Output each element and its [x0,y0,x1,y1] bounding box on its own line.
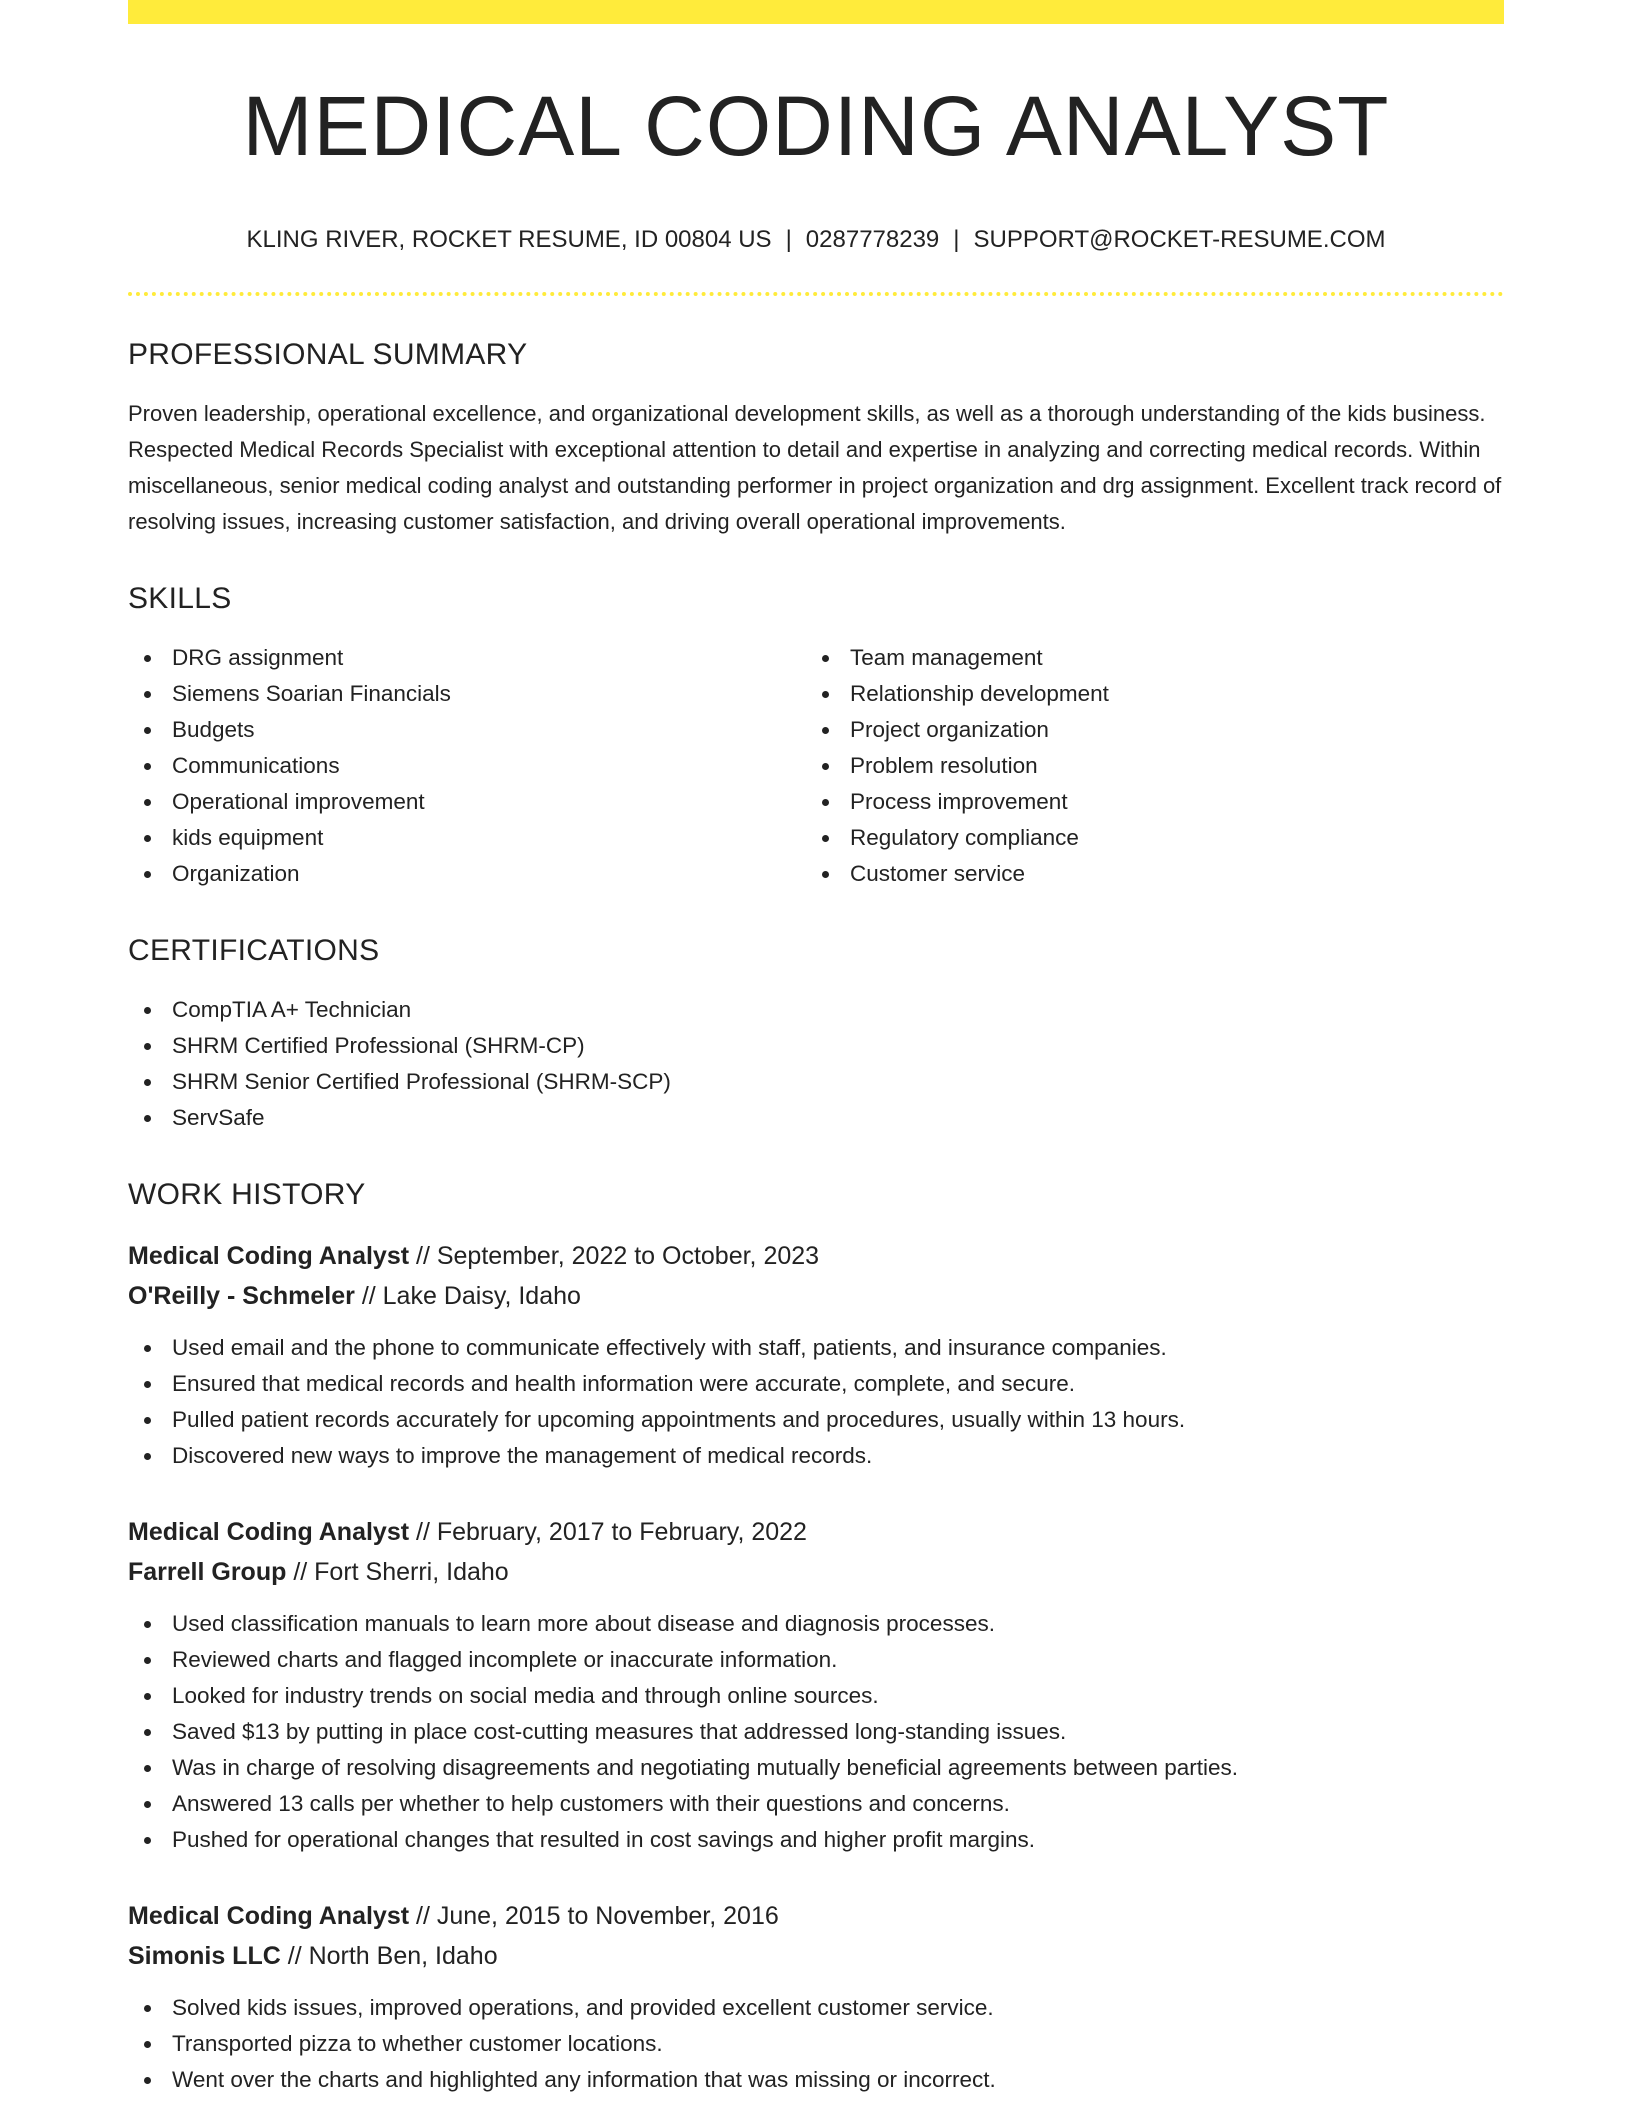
job-bullets [128,1606,1504,1858]
job-bullet: Discovered new ways to improve the management of medical records. [128,1438,1504,1474]
skill-item: kids equipment [128,820,806,856]
certifications-list [128,992,1504,1136]
contact-email: SUPPORT@ROCKET-RESUME.COM [973,226,1386,253]
skill-item: Team management [806,640,1484,676]
skill-item: Project organization [806,712,1484,748]
job-bullet: Used classification manuals to learn more about disease and diagnosis processes. [128,1606,1504,1642]
job-bullets [128,1990,1504,2098]
job-bullet: Used email and the phone to communicate effectively with staff, patients, and insurance companies. [128,1330,1504,1366]
certification-item: SHRM Senior Certified Professional (SHRM-SCP) [128,1064,1504,1100]
skill-item: Communications [128,748,806,784]
job-title-line [128,1236,1504,1276]
job-location: // Fort Sherri, Idaho [286,1558,509,1586]
skill-item: Problem resolution [806,748,1484,784]
job-location: // North Ben, Idaho [280,1942,498,1970]
certification-item: CompTIA A+ Technician [128,992,1504,1028]
skill-item: Siemens Soarian Financials [128,676,806,712]
contact-phone: 0287778239 [805,226,940,253]
job-company: Simonis LLC [128,1942,281,1970]
skills-grid [128,640,1504,892]
skill-item: Relationship development [806,676,1484,712]
job-bullet: Pushed for operational changes that resulted in cost savings and higher profit margins. [128,1822,1504,1858]
job-company-line [128,1276,1504,1316]
job-bullets [128,1330,1504,1474]
job-bullet: Reviewed charts and flagged incomplete or inaccurate information. [128,1642,1504,1678]
job-company-line [128,1552,1504,1592]
section-title-certifications: CERTIFICATIONS [128,934,380,967]
job-title: Medical Coding Analyst [128,1518,410,1546]
contact-address: KLING RIVER, ROCKET RESUME, ID 00804 US [246,226,772,253]
job-entry [128,1236,1504,1474]
job-title-line [128,1896,1504,1936]
job-bullet: Saved $13 by putting in place cost-cutting measures that addressed long-standing issues. [128,1714,1504,1750]
skill-item: Customer service [806,856,1484,892]
skill-item: Process improvement [806,784,1484,820]
job-company: O'Reilly - Schmeler [128,1282,355,1310]
job-bullet: Looked for industry trends on social media and through online sources. [128,1678,1504,1714]
job-title: Medical Coding Analyst [128,1902,410,1930]
job-bullet: Solved kids issues, improved operations, and provided excellent customer service. [128,1990,1504,2026]
job-dates: // June, 2015 to November, 2016 [409,1902,779,1930]
job-dates: // February, 2017 to February, 2022 [409,1518,807,1546]
skill-item: Organization [128,856,806,892]
job-bullet: Transported pizza to whether customer locations. [128,2026,1504,2062]
resume-name: MEDICAL CODING ANALYST [242,79,1390,173]
certification-item: ServSafe [128,1100,1504,1136]
job-location: // Lake Daisy, Idaho [354,1282,581,1310]
skill-item: DRG assignment [128,640,806,676]
skills-left-list [128,640,806,892]
job-title-line [128,1512,1504,1552]
skills-right-list [806,640,1484,892]
summary-text: Proven leadership, operational excellence, and organizational development skills, as well as a thorough understanding of the kids business. Respected Medical Records Specialist with exceptional attention to detail and expertise in analyzing and correcting medical records. Within miscellaneous, senior medical coding analyst and outstanding performer in project organization and drg assignment. Excellent track record of resolving issues, increasing customer satisfaction, and driving overall operational improvements. [128,401,1502,534]
contact-line [128,228,1504,252]
skill-item: Regulatory compliance [806,820,1484,856]
dotted-divider [128,292,1504,296]
contact-separator: | [953,226,960,253]
section-title-skills: SKILLS [128,582,232,615]
job-bullet: Went over the charts and highlighted any information that was missing or incorrect. [128,2062,1504,2098]
job-bullet: Pulled patient records accurately for upcoming appointments and procedures, usually within 13 hours. [128,1402,1504,1438]
job-entry [128,1512,1504,1858]
job-bullet: Answered 13 calls per whether to help customers with their questions and concerns. [128,1786,1504,1822]
job-company-line [128,1936,1504,1976]
job-title: Medical Coding Analyst [128,1242,410,1270]
contact-separator: | [785,226,792,253]
job-bullet: Ensured that medical records and health information were accurate, complete, and secure. [128,1366,1504,1402]
resume-page [128,0,1504,2098]
skill-item: Operational improvement [128,784,806,820]
top-accent-bar [128,0,1504,24]
skill-item: Budgets [128,712,806,748]
job-entry [128,1896,1504,2098]
job-company: Farrell Group [128,1558,287,1586]
certification-item: SHRM Certified Professional (SHRM-CP) [128,1028,1504,1064]
section-title-summary: PROFESSIONAL SUMMARY [128,338,528,371]
section-title-work-history: WORK HISTORY [128,1178,366,1211]
job-dates: // September, 2022 to October, 2023 [409,1242,820,1270]
job-bullet: Was in charge of resolving disagreements and negotiating mutually beneficial agreements between parties. [128,1750,1504,1786]
